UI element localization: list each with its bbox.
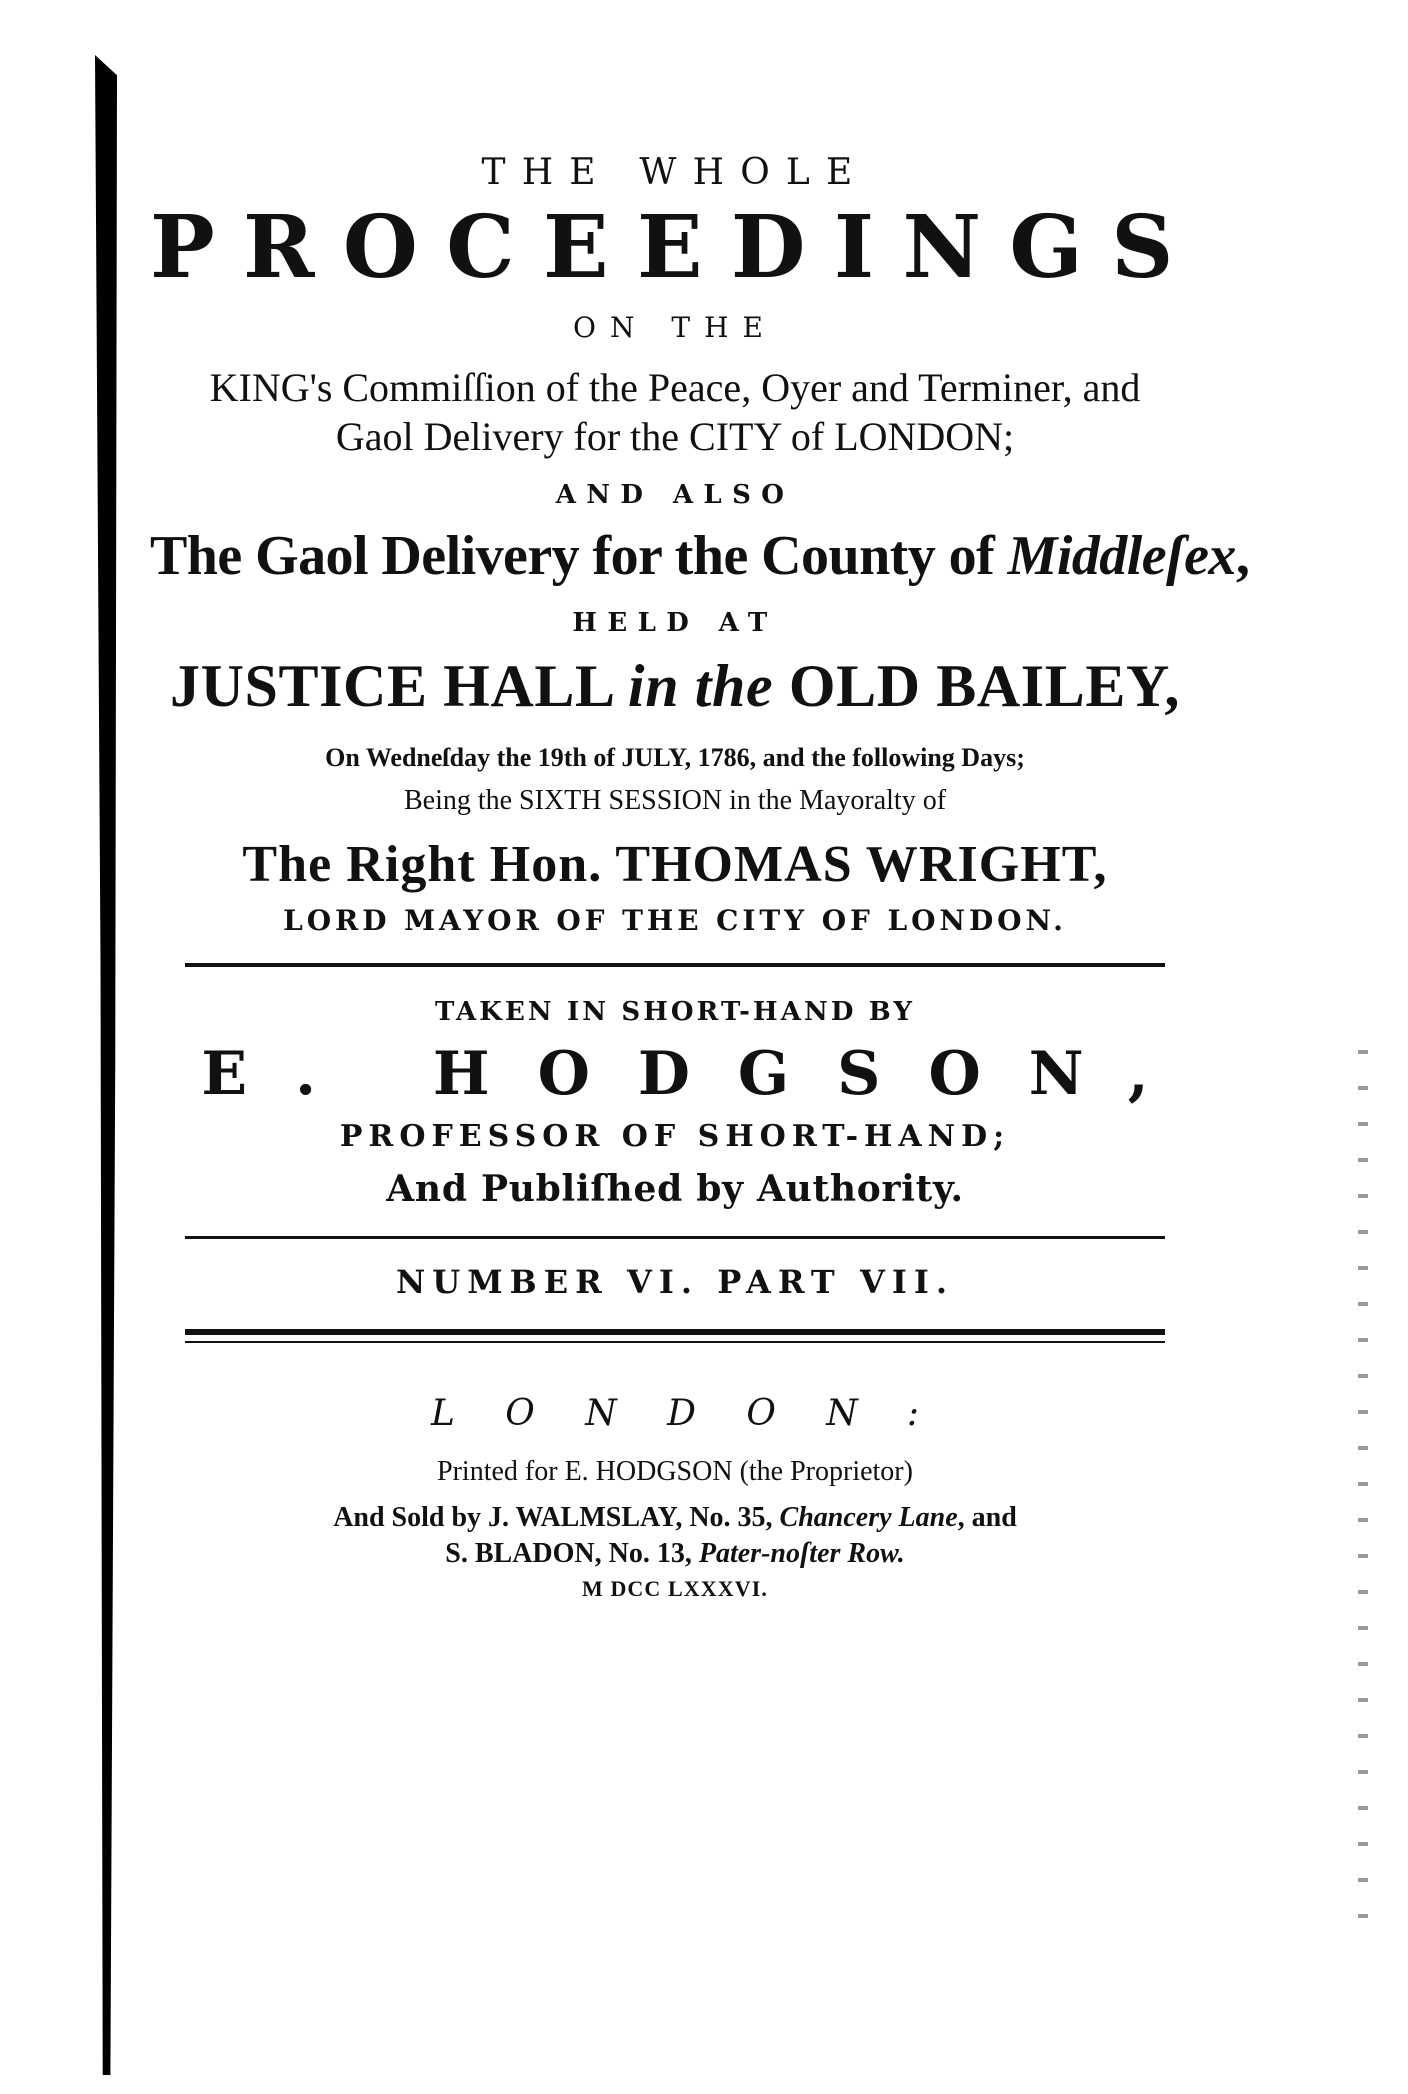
justice-hall-line xyxy=(150,652,1200,721)
seller-2-street: Pater-noſter Row. xyxy=(698,1538,905,1569)
heading-proceedings: PROCEEDINGS xyxy=(150,197,1202,298)
seller-1-street: Chancery Lane xyxy=(779,1502,958,1533)
justice-hall-text: JUSTICE HALL xyxy=(169,653,628,719)
imprint-city: LONDON: xyxy=(430,1393,970,1434)
lord-mayor-title: LORD MAYOR OF THE CITY OF LONDON. xyxy=(283,904,1067,937)
divider-rule-2 xyxy=(185,1236,1165,1239)
seller-2-text: S. BLADON, No. 13, xyxy=(445,1538,699,1569)
gaol-delivery-line xyxy=(150,524,1250,588)
gaol-delivery-punct: , xyxy=(1235,525,1250,587)
imprint-seller-2 xyxy=(150,1538,1200,1570)
divider-rule-1 xyxy=(185,963,1165,967)
reporter-name: E. HODGSON, xyxy=(201,1039,1197,1109)
session-date-line: On Wedneſday the 19th of JULY, 1786, and the following Days; xyxy=(325,743,1025,772)
heading-held-at: HELD AT xyxy=(572,608,778,638)
heading-and-also: AND ALSO xyxy=(555,480,795,510)
county-name: Middleſex xyxy=(1007,525,1236,587)
taken-in-shorthand: TAKEN IN SHORT-HAND BY xyxy=(434,997,916,1027)
old-bailey-text: OLD BAILEY, xyxy=(773,653,1181,719)
imprint-year: M DCC LXXXVI. xyxy=(581,1576,768,1601)
lord-mayor-name: The Right Hon. THOMAS WRIGHT, xyxy=(242,836,1108,893)
divider-double-rule xyxy=(185,1329,1165,1343)
imprint-seller-1 xyxy=(150,1502,1200,1534)
gaol-delivery-text: The Gaol Delivery for the County of xyxy=(150,525,1008,587)
issue-number: NUMBER VI. PART VII. xyxy=(395,1263,955,1301)
reporter-title: PROFESSOR OF SHORT-HAND; xyxy=(339,1119,1011,1154)
commission-line-1: KING's Commiſſion of the Peace, Oyer and Terminer, and xyxy=(209,365,1141,410)
title-page xyxy=(150,140,1250,1602)
commission-line-2: Gaol Delivery for the CITY of LONDON; xyxy=(335,414,1015,459)
justice-hall-italic: in the xyxy=(627,653,774,719)
seller-1-text: And Sold by J. WALMSLAY, No. 35, xyxy=(333,1502,780,1533)
heading-on-the: ON THE xyxy=(573,311,777,344)
sixth-session-line: Being the SIXTH SESSION in the Mayoralty of xyxy=(403,785,947,816)
book-spine-shadow xyxy=(95,55,117,2075)
seller-1-suffix: , and xyxy=(957,1502,1017,1533)
imprint-printer: Printed for E. HODGSON (the Proprietor) xyxy=(437,1456,913,1487)
published-by-authority: And Publiſhed by Authority. xyxy=(386,1168,964,1210)
page-edge-marks xyxy=(1358,1050,1368,1950)
heading-the-whole: THE WHOLE xyxy=(481,152,869,193)
